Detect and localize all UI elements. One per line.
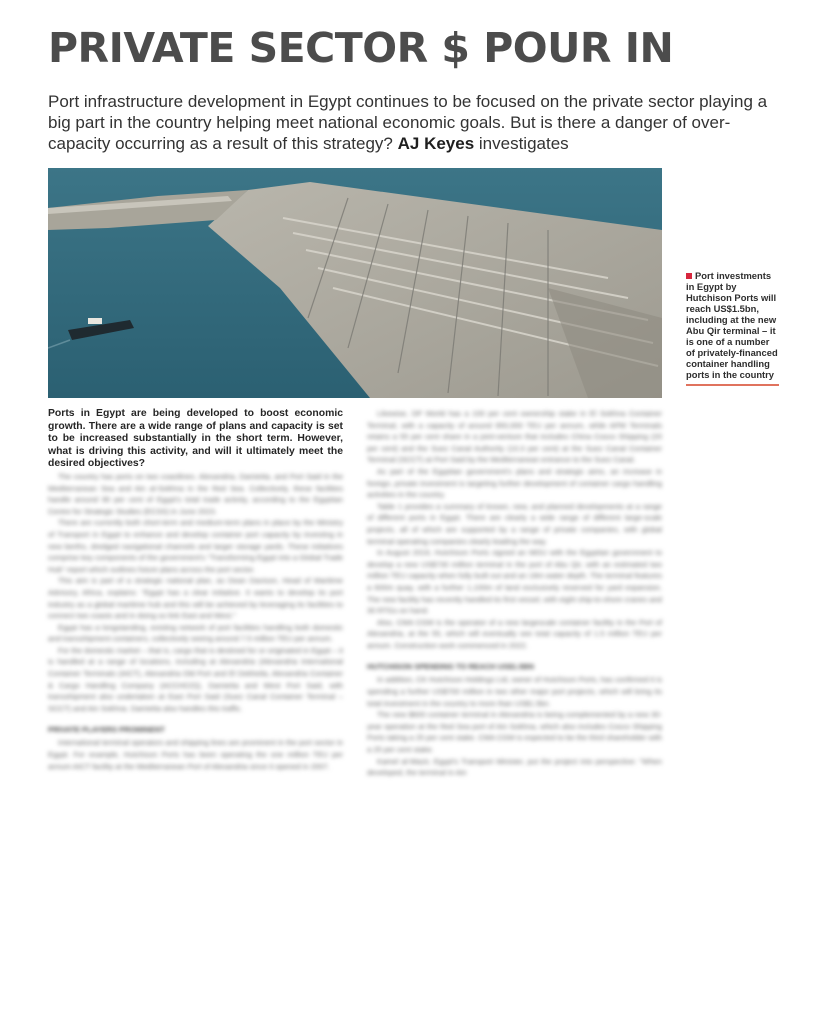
left-body — [48, 471, 343, 772]
body-paragraph: The new $600 container terminal in Alexandria is being complemented by a new 30-year operation at the Red Sea port of Ain Sokhna, which also includes Cosco Shipping Ports taking a 25 per cent stake. CMA CGM is expected to be the third shareholder with a 25 per cent stake. — [367, 710, 662, 755]
body-paragraph: Egypt has a longstanding, existing network of port facilities handling both domestic and transshipment containers, collectively seeing around 7.5 million TEU per annum. — [48, 622, 343, 644]
body-paragraph: As part of the Egyptian government's plans and strategic aims, an increase in foreign, private investment is targeting further development of container cargo handling activities in the country. — [367, 466, 662, 500]
body-paragraph: Kamel al-Wazir, Egypt's Transport Minister, put the project into perspective: "When developed, the terminal in Ain — [367, 756, 662, 778]
article-headline: PRIVATE SECTOR $ POUR IN — [48, 24, 674, 72]
body-paragraph: Likewise, DP World has a 100 per cent ownership stake in El Sokhna Container Terminal, with a capacity of around 950,000 TEU per annum, while APM Terminals retains a 55 per cent share in a joint-venture that includes China Cosco Shipping (20 per cent) and the Suez Canal Authority (10.3 per cent) at the Suez Canal Container Terminal (SCCT) at Port Said by the Mediterranean entrance to the Suez Canal. — [367, 409, 662, 465]
body-paragraph: For the domestic market – that is, cargo that is destined for or originated in Egypt – it is handled at a range of locations, including at Alexandria (Alexandria International Container Terminals (AICT), Alexandria Old Port and El Dekheila, Alexandria Container & Cargo Handling Company (ACCHCO)), Damietta and West Port Said, with transshipment also undertaken at East Port Said (Suez Canal Container Terminal – SCCT) and Ain Sokhna. Damietta also handles this traffic. — [48, 645, 343, 713]
body-paragraph: In addition, CK Hutchison Holdings Ltd, owner of Hutchison Ports, has confirmed it is spending a further US$700 million in two other major port projects, which will bring its total investment in the country to more than US$1.5bn. — [367, 675, 662, 708]
right-body — [367, 408, 662, 779]
intro-paragraph: Ports in Egypt are being developed to boost economic growth. There are a wide range of plans and capacity is set to be increased substantially in the short term. However, what is driving this activity, and will it ultimately meet the desired objectives? — [48, 408, 343, 470]
left-column — [48, 408, 343, 772]
body-paragraph: This aim is part of a strategic national plan, as Dean Davison, Head of Maritime Advisory, Africa, explains: "Egypt has a clear initiative. It wants to develop its port industry as a global maritime hub and this will be achieved by leveraging its facilities to connect two coasts and in doing so link East and West." — [48, 576, 343, 621]
body-paragraph: In August 2019, Hutchison Ports signed an MOU with the Egyptian government to develop a new US$730 million terminal in the port of Abu Qir, with an estimated two million TEU capacity when fully built out and an 18m water depth. The terminal features a 600m quay, with a further 1,100m of land exclusively reserved for yard expansion. The new facility has recently handled its first vessel, with eight ship-to-shore cranes and 30 RTGs on hand. — [367, 548, 662, 616]
subheading: PRIVATE PLAYERS PROMINENT — [48, 725, 165, 735]
port-aerial-photo — [48, 168, 662, 398]
body-paragraph: International terminal operators and shipping lines are prominent in the port sector in Egypt. For example, Hutchison Ports has been operating the one million TEU per annum AICT facility at the Mediterranean Port of Alexandria since it opened in 2007. — [48, 738, 343, 771]
caption-text: Port investments in Egypt by Hutchison Ports will reach US$1.5bn, including at the new Abu Qir terminal – it is one of a number of privately-financed container handling ports in the country — [686, 270, 778, 380]
caption-marker-icon — [686, 273, 692, 279]
subheading: HUTCHISON SPENDING TO REACH US$1.5BN — [367, 662, 534, 672]
photo-caption — [686, 270, 779, 386]
standfirst-text: Port infrastructure development in Egypt continues to be focused on the private sector playing a big part in the country helping meet national economic goals. But is there a danger of over-capacity occurring as a result of this strategy? — [48, 92, 768, 153]
right-column — [367, 408, 662, 779]
body-paragraph: Also, CMA CGM is the operator of a new largescale container facility in the Port of Alexandria, at the 55, which will eventually see total capacity of 1.5 million TEU per annum. Construction work commenced in 2022. — [367, 617, 662, 650]
standfirst — [48, 91, 778, 154]
body-paragraph: There are currently both short-term and medium-term plans in place by the Ministry of Transport in Egypt to enhance and develop container port capacity by investing in new berths, dredged navigational channels and larger storage yards. These initiatives comprise key components of the government's "Transforming Egypt into a Global Trade Hub" report which outlines future plans across the port sector. — [48, 518, 343, 574]
standfirst-suffix: investigates — [474, 134, 569, 153]
author-name: AJ Keyes — [397, 134, 475, 153]
body-paragraph: The country has ports on two coastlines. Alexandria, Damietta, and Port Said in the Mediterranean Sea and Ain al-Sokhna in the Red Sea. Collectively, these facilities handle around 90 per cent of Egypt's total trade activity, according to the Egyptian Centre for Strategic Studies (ECSS) in June 2023. — [48, 471, 343, 516]
body-paragraph: Table 1 provides a summary of known, new, and planned developments at a range of different ports in Egypt. There are clearly a wide range of different large-scale projects, all of which are supported by a range of private companies, with global terminal operating companies clearly leading the way. — [367, 501, 662, 546]
